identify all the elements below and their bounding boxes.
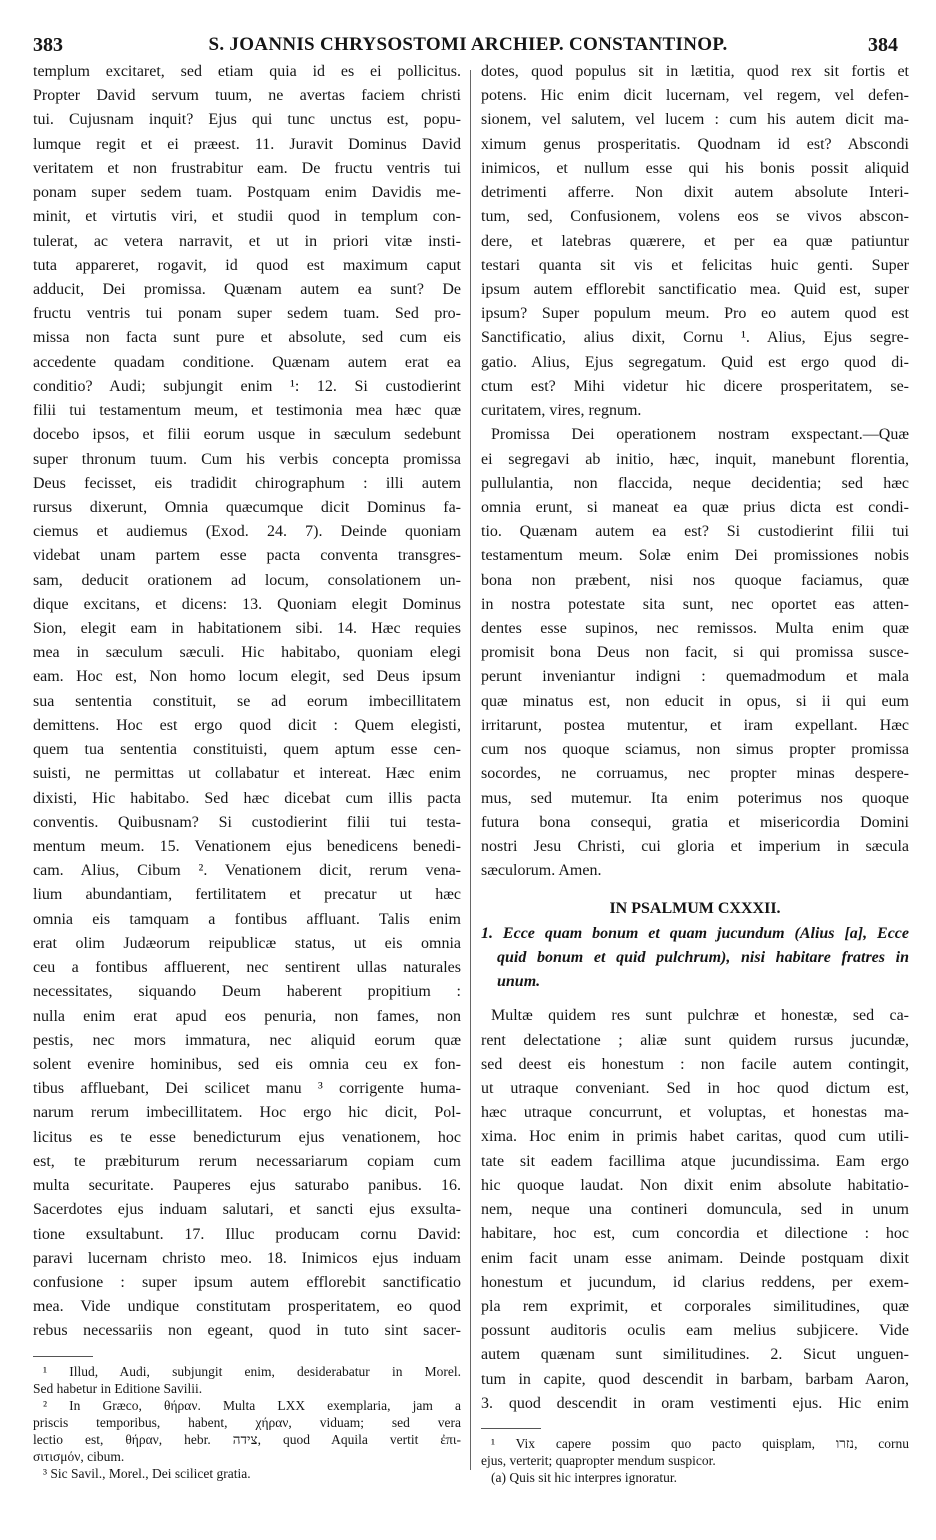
text-line: dentes esse supinos, nec remissos. Multa enim quæ: [481, 620, 909, 638]
text-line: tui. Cujusnam inquit? Ejus qui tunc unctus est, popu-: [33, 111, 461, 129]
text-line: Deus fecisset, eis tradidit chirographum : illi autem: [33, 474, 461, 492]
text-line: Propter David servum tuum, ne avertas faciem christi: [33, 87, 461, 105]
text-line: detrimenti afferre. Non dixit autem absolute Interi-: [481, 184, 909, 202]
text-line: omnia erunt, si maneat ea quæ prius dicta est condi-: [481, 498, 909, 516]
text-line: promisit bona Deus non facit, si qui promissa susce-: [481, 644, 909, 662]
footnote-line: ejus, verterit; quapropter mendum suspicor.: [481, 1453, 716, 1469]
footnote-line: ¹ Vix capere possim quo pacto quisplam, נזרו, cornu: [491, 1436, 909, 1452]
text-line: lumque regit et ei præest. 11. Juravit Dominus David: [33, 135, 461, 153]
footnote-line: (a) Quis sit hic interpres ignoratur.: [491, 1470, 677, 1486]
text-line: pla rem exprimit, et corporales similitudines, quæ: [481, 1297, 909, 1315]
text-line: erat olim Judæorum reipublicæ status, ut eis omnia: [33, 934, 461, 952]
text-line: futura bona consequi, gratia et misericordia Domini: [481, 813, 909, 831]
text-line: omnia eis tamquam a fontibus affluant. Talis enim: [33, 910, 461, 928]
text-line: tulerat, ac vetera narravit, et ut in priori vitæ insti-: [33, 232, 461, 250]
text-line: multa securitate. Pauperes ejus saturabo panibus. 16.: [33, 1177, 461, 1195]
text-line: adducit, Dei promissa. Quænam autem ea sunt? De: [33, 280, 461, 298]
footnote-line: Sed habetur in Editione Savilii.: [33, 1380, 203, 1396]
text-line: nem, neque una contineri domuncula, sed in unum: [481, 1201, 909, 1219]
text-line: super thronum tuum. Cum his verbis concepta promissa: [33, 450, 461, 468]
text-line: sua sententia constituit, se ad eorum imbecillitatem: [33, 692, 461, 710]
text-line: eam. Hoc est, Non homo locum elegit, sed Deus ipsum: [33, 668, 461, 686]
text-line: sæculorum. Amen.: [481, 862, 602, 880]
text-line: rent delectatione ; aliæ sunt quidem rursus jucundæ,: [481, 1031, 909, 1049]
text-line: bona non præbent, nisi nos quoque faciamus, quæ: [481, 571, 909, 589]
text-line: conditio? Audi; subjungit enim ¹: 12. Si custodierint: [33, 377, 461, 395]
text-line: ciemus et audiemus (Exod. 24. 7). Deinde quoniam: [33, 523, 461, 541]
text-line: cam. Alius, Cibum ². Venationem dicit, rerum vena-: [33, 862, 461, 880]
text-line: testamentum meum. Solæ enim Dei promissiones nobis: [481, 547, 909, 565]
text-line: gatio. Alius, Ejus segregatum. Quid est ergo quod di-: [481, 353, 909, 371]
text-line: mea in sæculum sæculi. Hic habitabo, quoniam elegi: [33, 644, 461, 662]
text-line: Sacerdotes ejus induam salutari, et sancti ejus exsulta-: [33, 1201, 461, 1219]
text-line: honestum et jucundum, id clarius reddens, per exem-: [481, 1273, 909, 1291]
text-line: nulla enim erat apud eos penuria, non fames, non: [33, 1007, 461, 1025]
text-line: 3. quod descendit in oram vestimenti ejus. Hic enim: [481, 1394, 909, 1412]
text-line: licitus es te esse benedicturum ejus venationem, hoc: [33, 1128, 461, 1146]
text-line: rursus dixerunt, Omnia quæcumque dicit Dominus fa-: [33, 498, 461, 516]
text-line: ceu a fontibus affluerent, nec sentirent ullas naturales: [33, 959, 461, 977]
text-line: missa non facta sunt pure et absolute, sed cum eis: [33, 329, 461, 347]
text-line: demittens. Hoc est ergo quod dicit : Quem elegisti,: [33, 716, 461, 734]
text-line: minit, et virtutis viri, et studii quod in templum con-: [33, 208, 461, 226]
text-line: mentum meum. 15. Venationem ejus benedicens benedi-: [33, 838, 461, 855]
text-line: tum, sed, Confusionem, volens eos se vivos abscon-: [481, 208, 909, 226]
text-line: pestis, nec mors immatura, nec aliquid eorum quæ: [33, 1031, 461, 1049]
text-line: ponam super sedem tuam. Postquam enim Davidis me-: [33, 184, 461, 202]
right-column: [481, 60, 909, 1486]
text-line: dique excitans, et dicens: 13. Quoniam elegit Dominus: [33, 595, 461, 613]
text-line: videbat unam partem esse pacta conventa transgres-: [33, 547, 461, 565]
text-line: cum nos quoque sciamus, non simus propter promissa: [481, 741, 909, 759]
text-line: conventis. Quibusnam? Si custodierint filii tui testa-: [33, 813, 461, 831]
text-line: curitatem, vires, regnum.: [481, 402, 642, 420]
text-line: sed deest eis honestum : non facile autem contingit,: [481, 1055, 909, 1073]
footnote-line: priscis temporibus, habent, χήραν, viduam; sed vera: [33, 1414, 461, 1430]
footnote-line: lectio est, θήραν, hebr. צידה, quod Aquila vertit ἐπι-: [33, 1431, 461, 1447]
text-line: ctum est? Mihi videtur hic dicere prosperitatem, se-: [481, 377, 909, 395]
text-line: sam, deducit orationem ad locum, consolationem un-: [33, 571, 461, 589]
text-line: hæc utraque concurrunt, et voluptas, et honestas ma-: [481, 1104, 909, 1122]
footnote-rule: [33, 1356, 93, 1357]
text-line: Promissa Dei operationem nostram exspectant.—Quæ: [491, 426, 909, 444]
text-line: nostri Jesu Christi, cui gloria et imperium in sæcula: [481, 838, 909, 855]
text-line: hic quoque laudat. Non dixit enim absolute habitatio-: [481, 1176, 909, 1194]
text-line: lium abundantiam, fertilitatem et precatur ut hæc: [33, 886, 461, 904]
footnote-line: ³ Sic Savil., Morel., Dei scilicet gratia.: [43, 1465, 251, 1481]
text-line: docebo ipsos, et filii eorum usque in sæculum sedebunt: [33, 426, 461, 444]
footnote-line: σιτισμόν, cibum.: [33, 1448, 125, 1464]
column-divider: [470, 70, 471, 1470]
text-line: tum in capite, quod descendit in barbam, barbam Aaron,: [481, 1370, 909, 1388]
text-line: solent evenire hominibus, sed eis omnia ceu ex fon-: [33, 1055, 461, 1073]
psalm-verse-line: quid bonum et quid pulchrum), nisi habitare fratres in: [497, 948, 909, 966]
page-number-left: 383: [33, 34, 63, 56]
text-line: dixisti, Hic habitabo. Sed hæc dicebat cum illis pacta: [33, 789, 461, 807]
text-line: in nostra potestate sita sunt, nec oportet eas atten-: [481, 595, 909, 613]
text-line: ipsum autem efflorebit sanctificatio mea. Quid est, super: [481, 280, 909, 298]
text-line: tate sit eadem facillima atque jucundissima. Eam ergo: [481, 1152, 909, 1170]
text-line: testari quanta sit vis et felicitas huic genti. Super: [481, 256, 909, 274]
text-line: autem quænam sunt similitudines. 2. Sicut unguen-: [481, 1346, 909, 1364]
left-column: [33, 60, 461, 1482]
text-line: accedente quadam conditione. Quænam autem erat ea: [33, 353, 461, 371]
text-line: est, te præbiturum rerum necessariarum copiam cum: [33, 1152, 461, 1170]
text-line: necessitates, siquando Deum haberent propitium :: [33, 983, 461, 1001]
footnote-line: ² In Græco, θήραν. Multa LXX exemplaria, jam a: [43, 1397, 461, 1413]
text-line: Multæ quidem res sunt pulchræ et honestæ, sed ca-: [491, 1007, 909, 1025]
text-line: mus, sed mutemur. Ita enim poterimus nos quoque: [481, 789, 909, 807]
psalm-verse-line: unum.: [497, 973, 541, 991]
text-line: Sion, elegit eam in habitationem sibi. 14. Hæc requies: [33, 620, 461, 638]
text-line: templum excitaret, sed etiam quia id es ei pollicitus.: [33, 63, 461, 80]
text-line: tione exsultabunt. 17. Illuc producam cornu David:: [33, 1225, 461, 1243]
text-line: fructu ventris tui ponam super sedem tuam. Sed pro-: [33, 305, 461, 323]
text-line: irritarunt, postea mutentur, et iram expellant. Hæc: [481, 716, 909, 734]
footnote-line: ¹ Illud, Audi, subjungit enim, desiderabatur in Morel.: [43, 1363, 461, 1379]
footnote-rule: [481, 1428, 541, 1429]
page-number-right: 384: [868, 34, 898, 56]
text-line: ipsum? Super populum meum. Pro eo autem quod est: [481, 305, 909, 323]
psalm-title: IN PSALMUM CXXXII.: [609, 900, 781, 918]
text-line: pullulantia, non flaccida, neque decidentia; sed hæc: [481, 474, 909, 492]
running-head-title: S. JOANNIS CHRYSOSTOMI ARCHIEP. CONSTANTINOP.: [208, 34, 728, 55]
text-line: confusione : super ipsum autem efflorebit sanctificatio: [33, 1273, 461, 1291]
psalm-verse-line: 1. Ecce quam bonum et quam jucundum (Alius [a], Ecce: [481, 924, 909, 942]
running-header: [0, 0, 936, 62]
text-line: ut utraque conveniant. Sed in hoc quod dictum est,: [481, 1079, 909, 1097]
text-line: mea. Vide undique constitutam prosperitatem, eo quod: [33, 1298, 461, 1316]
text-line: quem tua sententia constituisti, quem aptum esse cen-: [33, 741, 461, 759]
text-line: suisti, ne permittas ut collabatur et intereat. Hæc enim: [33, 765, 461, 783]
text-line: socordes, ne corruamus, nec propter minas despere-: [481, 765, 909, 783]
text-line: sionem, vel salutem, vel lucem : cum his autem dicit ma-: [481, 111, 909, 129]
text-line: enim facit unam esse animam. Deinde postquam dixit: [481, 1249, 909, 1267]
text-line: tuta appareret, rogavit, id quod est maximum caput: [33, 256, 461, 274]
text-line: rebus necessariis non egeant, quod in tuto sint sacer-: [33, 1322, 461, 1340]
text-line: dere, et latebras quærere, et per ea quæ patiuntur: [481, 232, 909, 250]
text-line: xima. Hoc enim in primis habet caritas, quod cum utili-: [481, 1128, 909, 1146]
text-line: habitare, hoc est, cum concordia et dilectione : hoc: [481, 1225, 909, 1243]
text-line: ximum genus prosperitatis. Quodnam id est? Abscondi: [481, 135, 909, 153]
text-line: tio. Quænam autem ea est? Si custodierint filii tui: [481, 523, 909, 541]
text-line: veritatem et non frustrabitur eam. De fructu ventris tui: [33, 159, 461, 177]
text-line: narum rerum imbecillitatem. Hoc ergo hic dicit, Pol-: [33, 1104, 461, 1122]
text-line: ei segregavi ab initio, hæc, inquit, manebunt florentia,: [481, 450, 909, 468]
text-line: quæ minatus est, non educit in opus, si ii qui eum: [481, 692, 909, 710]
text-line: possunt auditoris oculis eam melius subjicere. Vide: [481, 1322, 909, 1340]
text-line: dotes, quod populus sit in lætitia, quod rex sit fortis et: [481, 63, 909, 80]
text-line: tibus affluebant, Dei scilicet manu ³ corrigente huma-: [33, 1080, 461, 1098]
text-line: potens. Hic enim dicit lucernam, vel regem, vel defen-: [481, 87, 909, 105]
text-line: perunt inveniantur indigni : quemadmodum et mala: [481, 668, 909, 686]
text-line: filii tui testamentum meum, et testimonia mea hæc quæ: [33, 402, 461, 420]
text-line: Sanctificatio, alius dixit, Cornu ¹. Alius, Ejus segre-: [481, 329, 909, 347]
text-line: inimicos, et nullum esse qui his bonis possit aliquid: [481, 159, 909, 177]
text-line: paravi lucernam christo meo. 18. Inimicos ejus induam: [33, 1249, 461, 1267]
